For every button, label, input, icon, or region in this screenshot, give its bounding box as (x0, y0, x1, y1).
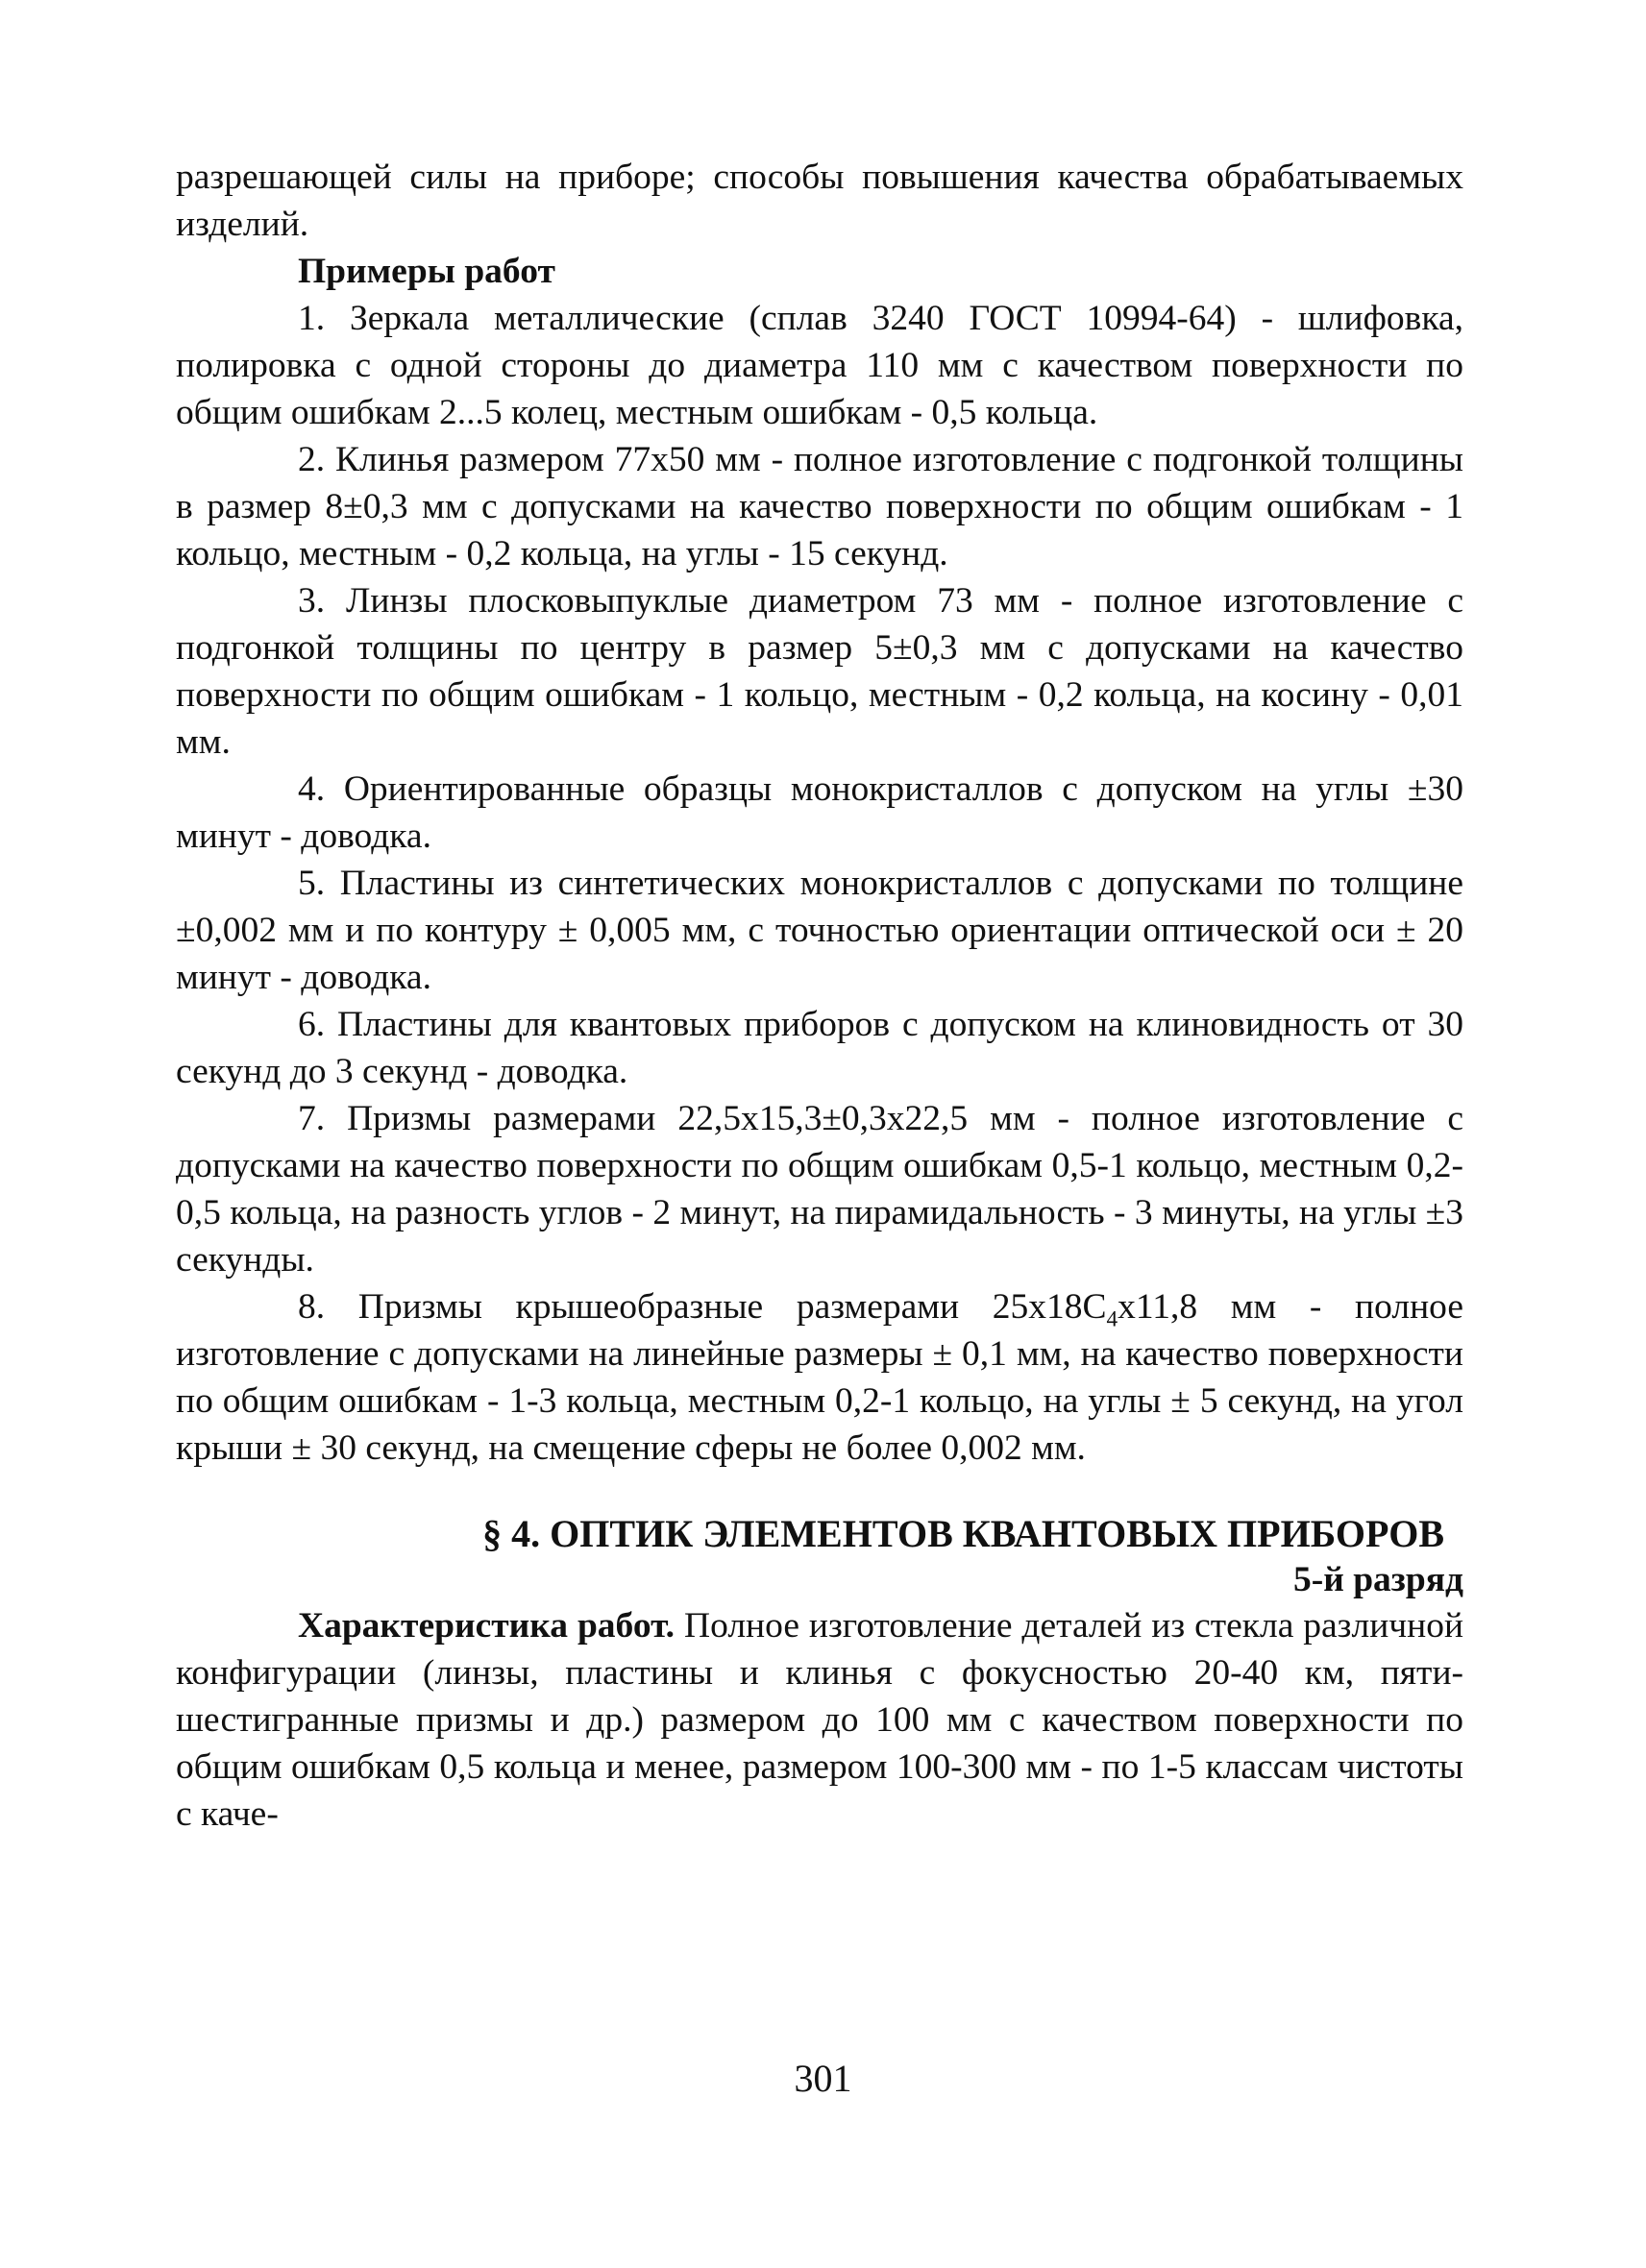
example-item: 6. Пластины для квантовых приборов с допуском на клиновидность от 30 секунд до 3 секунд - доводка. (176, 1005, 1463, 1091)
intro-paragraph: разрешающей силы на приборе; способы повышения качества обрабатываемых изделий. (176, 158, 1463, 244)
characteristic-label: Характеристика работ. (298, 1606, 676, 1646)
example-item: 2. Клинья размером 77х50 мм - полное изготовление с подгонкой толщины в размер 8±0,3 мм с допусками на качество поверхности по общим ошибкам - 1 кольцо, местным - 0,2 кольца, на углы - 15 секунд. (176, 440, 1463, 573)
example-item: 7. Призмы размерами 22,5х15,3±0,3х22,5 мм - полное изготовление с допусками на качество поверхности по общим ошибкам 0,5-1 кольцо, местным 0,2-0,5 кольца, на разность углов - 2 минут, на пирамидальность - 3 минуты, на углы ±3 секунды. (176, 1099, 1463, 1280)
example-8-text-end: х11,8 мм - полное изготовление с допусками на линейные размеры ± 0,1 мм, на качество поверхности по общим ошибкам - 1-3 кольца, местным 0,2-1 кольцо, на углы ± 5 секунд, на угол крыши ± 30 секунд, на смещение сферы не более 0,002 мм. (176, 1287, 1464, 1468)
example-item: 1. Зеркала металлические (сплав 3240 ГОСТ 10994-64) - шлифовка, полировка с одной стороны до диаметра 110 мм с качеством поверхности по общим ошибкам 2...5 колец, местным ошибкам - 0,5 кольца. (176, 299, 1463, 432)
example-item: 4. Ориентированные образцы монокристаллов с допуском на углы ±30 минут - доводка. (176, 769, 1463, 856)
rank-label: 5-й разряд (1292, 1560, 1463, 1599)
document-page (176, 154, 1463, 1838)
page-number: 301 (794, 2057, 852, 2100)
example-item: 5. Пластины из синтетических монокристаллов с допусками по толщине ±0,002 мм и по контуру ± 0,005 мм, с точностью ориентации оптической оси ± 20 минут - доводка. (176, 864, 1463, 997)
example-8-text-start: 8. Призмы крышеобразные размерами 25х18С (298, 1287, 1107, 1327)
section-title: § 4. ОПТИК ЭЛЕМЕНТОВ КВАНТОВЫХ ПРИБОРОВ (482, 1512, 1444, 1555)
example-item (176, 1283, 1463, 1472)
example-8-subscript: 4 (1106, 1306, 1118, 1332)
example-item: 3. Линзы плосковыпуклые диаметром 73 мм - полное изготовление с подгонкой толщины по центру в размер 5±0,3 мм с допусками на качество поверхности по общим ошибкам - 1 кольцо, местным - 0,2 кольца, на косину - 0,01 мм. (176, 581, 1463, 762)
examples-heading: Примеры работ (298, 252, 555, 291)
characteristic-text: Полное изготовление деталей из стекла различной конфигурации (линзы, пластины и клинья с фокусностью 20-40 км, пяти-шестигранные призмы и др.) размером до 100 мм с качеством поверхности по общим ошибкам 0,5 кольца и менее, размером 100-300 мм - по 1-5 классам чистоты с каче- (176, 1606, 1464, 1834)
characteristic-paragraph (176, 1602, 1463, 1838)
